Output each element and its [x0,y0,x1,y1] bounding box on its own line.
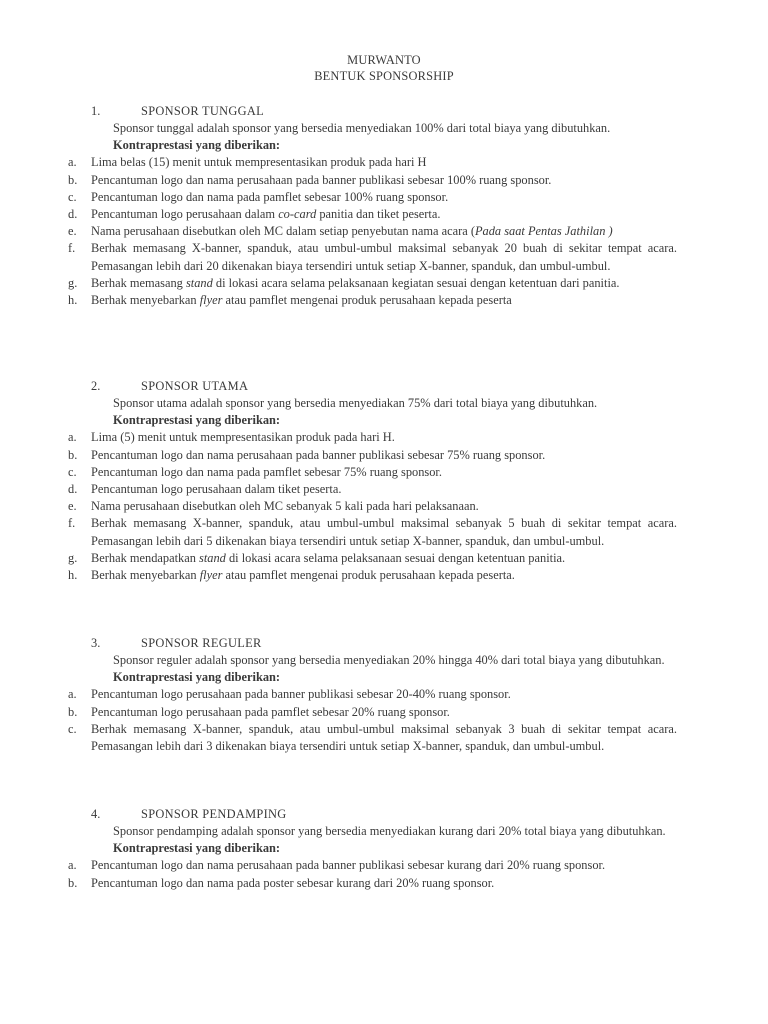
list-item [0,464,677,481]
list-item-text [91,292,677,309]
text-run: Pencantuman logo dan nama perusahaan pada banner publikasi sebesar 75% ruang sponsor. [91,447,546,462]
list-item [0,721,677,755]
list-marker: g. [68,275,78,290]
document-title: BENTUK SPONSORSHIP [314,69,454,83]
list-item-text [91,567,677,584]
text-run: Berhak memasang X-banner, spanduk, atau umbul-umbul maksimal sebanyak 20 buah di sekitar tempat acara. Pemasangan lebih dari 20 dikenakan biaya tersendiri untuk setiap X-banner, spanduk, dan umbul-umbul. [91,241,677,273]
list-item-text [91,515,677,549]
text-run: Berhak menyebarkan [91,293,200,308]
italic-term: stand [199,550,226,565]
text-run: Pencantuman logo dan nama pada poster sebesar kurang dari 20% ruang sponsor. [91,875,495,890]
list-item-text [91,240,677,274]
kontraprestasi-label: Kontraprestasi yang diberikan: [113,413,281,428]
list-item [0,172,677,189]
list-item [0,875,677,892]
text-run: Lima (5) menit untuk mempresentasikan produk pada hari H. [91,430,395,445]
text-run: Pencantuman logo dan nama perusahaan pada banner publikasi sebesar kurang dari 20% ruang sponsor. [91,858,606,873]
list-marker: g. [68,550,78,565]
text-run: Nama perusahaan disebutkan oleh MC dalam setiap penyebutan nama acara ( [91,224,475,239]
text-run: Pencantuman logo dan nama pada pamflet sebesar 100% ruang sponsor. [91,189,449,204]
list-item [0,550,677,567]
kontraprestasi-label: Kontraprestasi yang diberikan: [113,138,281,153]
list-item-text [91,875,677,892]
text-run: di lokasi acara selama pelaksanaan kegiatan sesuai dengan ketentuan dari panitia. [212,275,620,290]
text-run: Berhak memasang X-banner, spanduk, atau umbul-umbul maksimal sebanyak 3 buah di sekitar tempat acara. Pemasangan lebih dari 3 dikenakan biaya tersendiri untuk setiap X-banner, spanduk, dan umbul-umbul. [91,721,677,753]
list-marker: c. [68,721,77,736]
list-marker: f. [68,241,76,256]
list-item [0,429,677,446]
text-run: Lima belas (15) menit untuk mempresentasikan produk pada hari H [91,155,427,170]
italic-term: flyer [199,293,223,308]
list-item-text [91,447,677,464]
list-item-text [91,481,677,498]
section-description: Sponsor reguler adalah sponsor yang bersedia menyediakan 20% hingga 40% dari total biaya yang dibutuhkan. [113,653,665,667]
list-item [0,481,677,498]
list-item-text [91,704,677,721]
list-item [0,447,677,464]
list-item-text [91,550,677,567]
list-item-text [91,154,677,171]
list-item [0,498,677,515]
section-number: 3. [91,636,101,650]
text-run: Nama perusahaan disebutkan oleh MC sebanyak 5 kali pada hari pelaksanaan. [91,499,479,514]
list-item [0,292,677,309]
list-item [0,223,677,240]
section-heading [0,378,768,395]
section-description: Sponsor tunggal adalah sponsor yang bersedia menyediakan 100% dari total biaya yang dibutuhkan. [113,121,611,135]
text-run: Pencantuman logo perusahaan dalam [91,207,279,221]
section-heading [0,635,768,652]
list-marker: d. [68,482,78,496]
list-marker: a. [68,687,77,702]
list-item [0,206,677,223]
section-heading [0,103,768,120]
text-run: di lokasi acara selama pelaksanaan sesuai dengan ketentuan panitia. [225,550,566,565]
list-item [0,189,677,206]
list-marker: e. [68,499,77,514]
section-heading-text: SPONSOR REGULER [141,636,262,650]
section-number: 1. [91,104,101,118]
list-item [0,515,677,549]
section-sponsor-utama [0,378,768,584]
section-description: Sponsor utama adalah sponsor yang bersedia menyediakan 75% dari total biaya yang dibutuhkan. [113,396,598,410]
italic-term: stand [185,275,213,290]
list-item-text [91,464,677,481]
section-sponsor-pendamping [0,806,768,892]
list-item [0,686,677,703]
section-heading-text: SPONSOR PENDAMPING [141,807,287,821]
text-run: Berhak memasang [91,275,186,290]
list-item-text [91,206,677,223]
section-sponsor-reguler [0,635,768,755]
list-marker: d. [68,207,78,221]
kontraprestasi-label: Kontraprestasi yang diberikan: [113,841,281,856]
italic-term: Pada saat Pentas Jathilan ) [474,224,613,239]
section-number: 4. [91,807,101,821]
section-sponsor-tunggal [0,103,768,309]
list-marker: a. [68,430,77,445]
list-item [0,154,677,171]
list-marker: b. [68,447,78,462]
list-item-text [91,721,677,755]
list-marker: h. [68,293,78,308]
list-item-text [91,172,677,189]
section-heading [0,806,768,823]
text-run: panitia dan tiket peserta. [316,207,441,221]
list-item-text [91,686,677,703]
list-item-text [91,429,677,446]
list-item [0,275,677,292]
list-marker: c. [68,189,77,204]
text-run: Pencantuman logo perusahaan dalam tiket peserta. [91,482,342,496]
text-run: Pencantuman logo dan nama perusahaan pada banner publikasi sebesar 100% ruang sponsor. [91,172,552,187]
text-run: Berhak memasang X-banner, spanduk, atau umbul-umbul maksimal sebanyak 5 buah di sekitar tempat acara. Pemasangan lebih dari 5 dikenakan biaya tersendiri untuk setiap X-banner, spanduk, dan umbul-umbul. [91,516,677,548]
list-marker: b. [68,704,78,719]
list-item-text [91,189,677,206]
italic-term: co-card [278,207,317,221]
list-marker: a. [68,155,77,170]
italic-term: flyer [199,568,223,583]
text-run: Berhak mendapatkan [91,550,200,565]
text-run: Pencantuman logo perusahaan pada banner publikasi sebesar 20-40% ruang sponsor. [91,687,511,702]
section-heading-text: SPONSOR TUNGGAL [141,104,265,118]
text-run: atau pamflet mengenai produk perusahaan kepada peserta. [222,568,515,583]
text-run: Berhak menyebarkan [91,568,200,583]
section-heading-text: SPONSOR UTAMA [141,379,249,393]
list-marker: b. [68,172,78,187]
section-description: Sponsor pendamping adalah sponsor yang bersedia menyediakan kurang dari 20% total biaya yang dibutuhkan. [113,824,666,838]
text-run: Pencantuman logo perusahaan pada pamflet sebesar 20% ruang sponsor. [91,704,450,719]
list-item [0,857,677,874]
list-item-text [91,857,677,874]
text-run: atau pamflet mengenai produk perusahaan kepada peserta [222,293,512,308]
list-marker: h. [68,568,78,583]
list-marker: f. [68,516,76,531]
list-item [0,240,677,274]
list-marker: a. [68,858,77,873]
kontraprestasi-label: Kontraprestasi yang diberikan: [113,670,281,685]
list-item-text [91,275,677,292]
list-marker: b. [68,875,78,890]
list-item-text [91,498,677,515]
section-number: 2. [91,379,101,393]
text-run: Pencantuman logo dan nama pada pamflet sebesar 75% ruang sponsor. [91,464,442,479]
list-item [0,704,677,721]
list-item [0,567,677,584]
list-marker: c. [68,464,77,479]
list-item-text [91,223,677,240]
list-marker: e. [68,224,77,239]
document-author: MURWANTO [347,53,421,67]
